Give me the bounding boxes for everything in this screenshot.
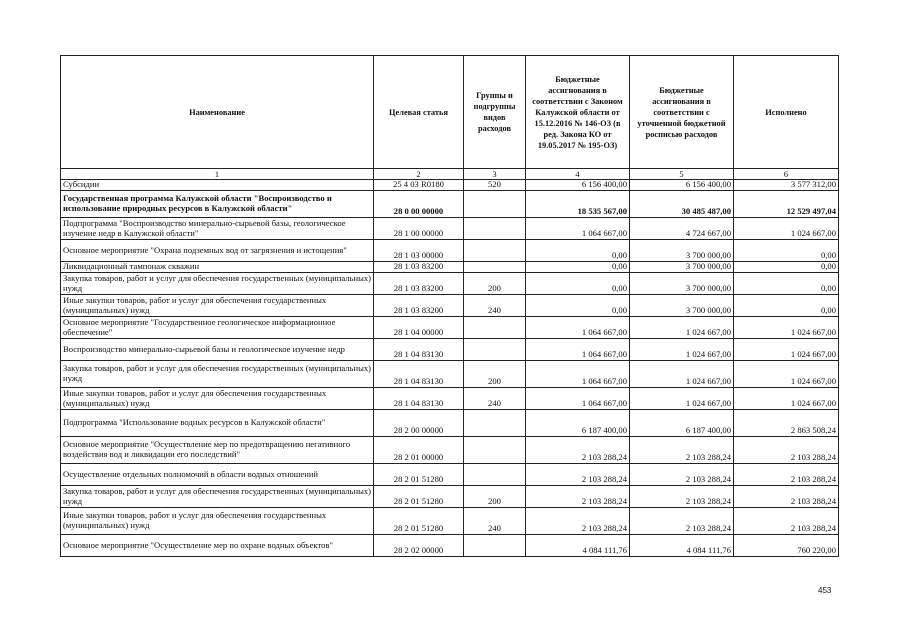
row-refined-amount: 2 103 288,24 [630,437,734,464]
row-law-amount: 2 103 288,24 [526,437,630,464]
table-row [61,486,839,508]
row-expense-group: 240 [464,388,526,410]
row-name: Государственная программа Калужской области "Воспроизводство и использование природных ресурсов в Калужской области" [61,191,374,218]
row-expense-group: 200 [464,273,526,295]
header-groups: Группы и подгруппы видов расходов [464,56,526,169]
row-law-amount: 0,00 [526,295,630,317]
row-name: Закупка товаров, работ и услуг для обеспечения государственных (муниципальных) нужд [61,361,374,388]
row-law-amount: 4 084 111,76 [526,535,630,557]
row-refined-amount: 1 024 667,00 [630,361,734,388]
row-refined-amount: 6 187 400,00 [630,410,734,437]
row-executed-amount: 760 220,00 [734,535,839,557]
row-name: Подпрограмма "Воспроизводство минерально-сырьевой базы, геологическое изучение недр в Калужской области" [61,218,374,240]
row-target-code: 28 1 04 83130 [374,361,464,388]
table-row [61,535,839,557]
row-refined-amount: 3 700 000,00 [630,273,734,295]
row-refined-amount: 3 700 000,00 [630,262,734,273]
header-refined-appropriations: Бюджетные ассигнования в соответствии с уточненной бюджетной росписью расходов [630,56,734,169]
header-law-appropriations: Бюджетные ассигнования в соответствии с Законом Калужской области от 15.12.2016 № 146-ОЗ (в ред. Закона КО от 19.05.2017 № 195-ОЗ) [526,56,630,169]
row-executed-amount: 0,00 [734,240,839,262]
row-executed-amount: 1 024 667,00 [734,339,839,361]
row-target-code: 28 2 01 51280 [374,508,464,535]
table-row [61,295,839,317]
row-executed-amount: 2 103 288,24 [734,437,839,464]
table-row [61,262,839,273]
budget-table-sheet [60,55,838,557]
row-target-code: 28 1 00 00000 [374,218,464,240]
row-expense-group: 200 [464,486,526,508]
row-law-amount: 0,00 [526,240,630,262]
table-row [61,339,839,361]
row-expense-group [464,535,526,557]
row-name: Иные закупки товаров, работ и услуг для обеспечения государственных (муниципальных) нужд [61,388,374,410]
row-executed-amount: 2 103 288,24 [734,464,839,486]
table-row [61,508,839,535]
table-row [61,273,839,295]
column-number: 1 [61,169,374,180]
table-row [61,388,839,410]
row-law-amount: 1 064 667,00 [526,388,630,410]
row-name: Закупка товаров, работ и услуг для обеспечения государственных (муниципальных) нужд [61,486,374,508]
row-expense-group: 240 [464,508,526,535]
row-name: Субсидии [61,180,374,191]
row-executed-amount: 12 529 497,04 [734,191,839,218]
header-target: Целевая статья [374,56,464,169]
row-name: Воспроизводство минерально-сырьевой базы и геологическое изучение недр [61,339,374,361]
row-refined-amount: 6 156 400,00 [630,180,734,191]
table-row [61,361,839,388]
row-law-amount: 0,00 [526,262,630,273]
table-row [61,240,839,262]
row-name: Основное мероприятие "Государственное геологическое информационное обеспечение" [61,317,374,339]
table-body [61,180,839,557]
row-expense-group [464,317,526,339]
row-expense-group [464,464,526,486]
row-executed-amount: 2 863 508,24 [734,410,839,437]
row-law-amount: 6 187 400,00 [526,410,630,437]
row-executed-amount: 1 024 667,00 [734,317,839,339]
page-number: 453 [818,586,832,595]
row-name: Закупка товаров, работ и услуг для обеспечения государственных (муниципальных) нужд [61,273,374,295]
row-expense-group [464,218,526,240]
row-expense-group [464,262,526,273]
column-number: 4 [526,169,630,180]
row-executed-amount: 3 577 312,00 [734,180,839,191]
row-name: Ликвидационный тампонаж скважин [61,262,374,273]
row-target-code: 28 2 00 00000 [374,410,464,437]
row-expense-group [464,240,526,262]
table-row [61,464,839,486]
row-refined-amount: 2 103 288,24 [630,464,734,486]
row-name: Осуществление отдельных полномочий в области водных отношений [61,464,374,486]
row-expense-group [464,191,526,218]
row-law-amount: 2 103 288,24 [526,464,630,486]
row-target-code: 28 2 01 00000 [374,437,464,464]
row-executed-amount: 0,00 [734,262,839,273]
row-law-amount: 18 535 567,00 [526,191,630,218]
row-name: Основное мероприятие "Осуществление мер по предотвращению негативного воздействия вод и ликвидации его последствий" [61,437,374,464]
table-row [61,191,839,218]
row-expense-group: 200 [464,361,526,388]
header-name: Наименование [61,56,374,169]
row-executed-amount: 1 024 667,00 [734,361,839,388]
row-refined-amount: 1 024 667,00 [630,388,734,410]
row-law-amount: 2 103 288,24 [526,486,630,508]
row-executed-amount: 1 024 667,00 [734,388,839,410]
row-expense-group [464,339,526,361]
row-name: Иные закупки товаров, работ и услуг для обеспечения государственных (муниципальных) нужд [61,508,374,535]
row-law-amount: 1 064 667,00 [526,317,630,339]
row-executed-amount: 0,00 [734,295,839,317]
row-expense-group: 520 [464,180,526,191]
row-refined-amount: 3 700 000,00 [630,240,734,262]
row-refined-amount: 1 024 667,00 [630,317,734,339]
table-row [61,218,839,240]
row-law-amount: 1 064 667,00 [526,218,630,240]
row-refined-amount: 4 724 667,00 [630,218,734,240]
table-row [61,180,839,191]
row-target-code: 28 1 03 83200 [374,273,464,295]
row-target-code: 28 2 01 51280 [374,464,464,486]
column-number: 2 [374,169,464,180]
row-law-amount: 1 064 667,00 [526,361,630,388]
row-expense-group: 240 [464,295,526,317]
row-target-code: 28 2 01 51280 [374,486,464,508]
row-target-code: 28 0 00 00000 [374,191,464,218]
row-refined-amount: 1 024 667,00 [630,339,734,361]
column-number: 5 [630,169,734,180]
table-row [61,437,839,464]
row-name: Основное мероприятие "Осуществление мер по охране водных объектов" [61,535,374,557]
column-number: 3 [464,169,526,180]
budget-table [60,55,839,557]
row-target-code: 28 1 03 00000 [374,240,464,262]
row-refined-amount: 2 103 288,24 [630,486,734,508]
row-refined-amount: 3 700 000,00 [630,295,734,317]
row-executed-amount: 2 103 288,24 [734,486,839,508]
row-target-code: 28 2 02 00000 [374,535,464,557]
row-law-amount: 0,00 [526,273,630,295]
row-refined-amount: 2 103 288,24 [630,508,734,535]
row-executed-amount: 0,00 [734,273,839,295]
row-target-code: 25 4 03 R0180 [374,180,464,191]
table-row [61,317,839,339]
row-name: Подпрограмма "Использование водных ресурсов в Калужской области" [61,410,374,437]
column-number: 6 [734,169,839,180]
table-row [61,410,839,437]
row-refined-amount: 30 485 487,00 [630,191,734,218]
row-target-code: 28 1 04 83130 [374,339,464,361]
row-executed-amount: 2 103 288,24 [734,508,839,535]
row-expense-group [464,410,526,437]
row-target-code: 28 1 04 83130 [374,388,464,410]
row-law-amount: 1 064 667,00 [526,339,630,361]
row-expense-group [464,437,526,464]
row-law-amount: 2 103 288,24 [526,508,630,535]
row-executed-amount: 1 024 667,00 [734,218,839,240]
row-name: Иные закупки товаров, работ и услуг для обеспечения государственных (муниципальных) нужд [61,295,374,317]
row-law-amount: 6 156 400,00 [526,180,630,191]
header-executed: Исполнено [734,56,839,169]
row-target-code: 28 1 04 00000 [374,317,464,339]
row-refined-amount: 4 084 111,76 [630,535,734,557]
row-target-code: 28 1 03 83200 [374,295,464,317]
row-target-code: 28 1 03 83200 [374,262,464,273]
row-name: Основное мероприятие "Охрана подземных вод от загрязнения и истощения" [61,240,374,262]
